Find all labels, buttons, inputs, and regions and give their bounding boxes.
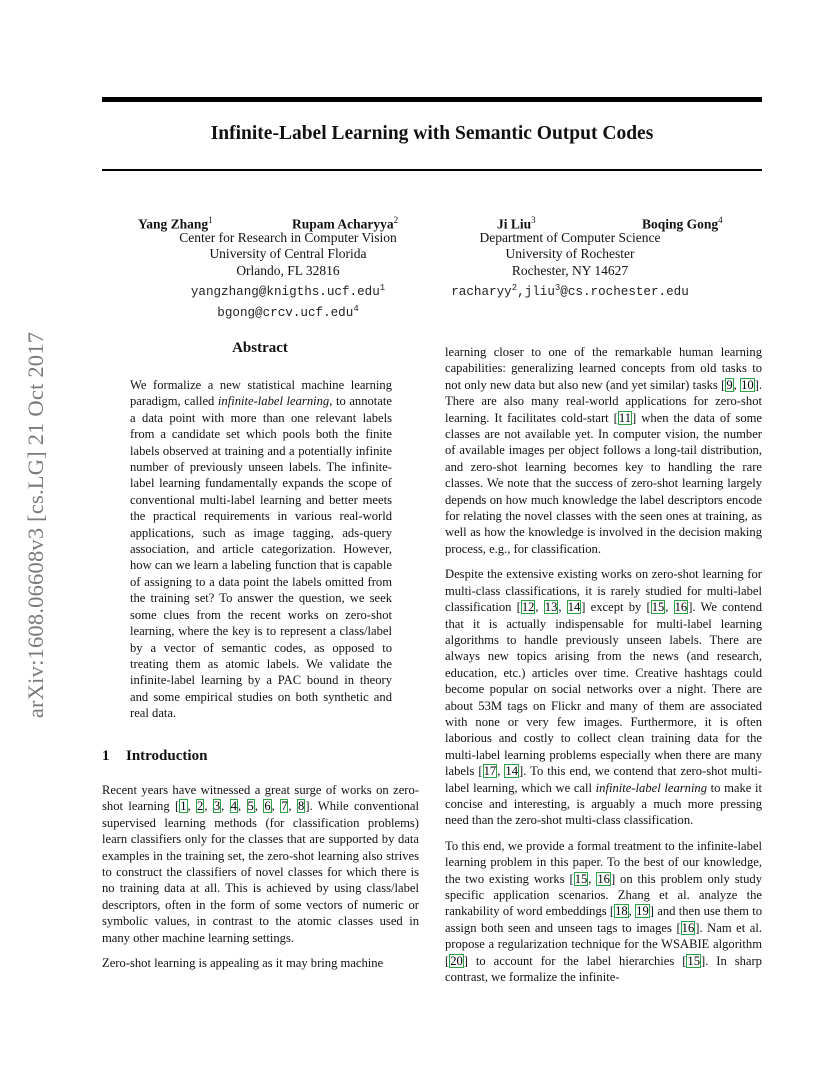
email-rochester: racharyy$^2$,jliu$^3$@cs.rochester.edu [451,283,689,300]
citation-link[interactable]: 20 [450,953,463,968]
author-rupam-acharyya: Rupam Acharyya$^2$ [292,215,399,232]
citation-link[interactable]: 19 [636,904,649,919]
intro-paragraph-1: Recent years have witnessed a great surge of works on zero-shot learning [1, 2, 3, 4, 5, 6, 7, 8]. While conventional supervised learning methods (for classification problems) learn classifiers only for the classes that are supported by data examples in the training set, the zero-shot learning also strives to construct the classifiers of novel classes for which there is no training data at all. This is achieved by using class/label descriptors, often in the form of some vectors of numeric or symbolic values, in contrast to the atomic classes used in many other machine learning settings. [102,783,420,945]
author-ji-liu: Ji Liu$^3$ [497,215,536,232]
title-bottom-rule [102,169,762,171]
affiliation-rochester: Department of Computer Science University of Rochester Rochester, NY 14627 racharyy$^2$,jliu$^3$@cs.rochester.edu [430,230,710,301]
citation-link[interactable]: 14 [567,600,581,615]
right-column [445,344,762,994]
citation-link[interactable]: 17 [483,764,497,779]
citation-link[interactable]: 1 [180,799,187,814]
citation-link[interactable]: 4 [230,799,237,814]
email-bgong: bgong@crcv.ucf.edu$^4$ [217,303,359,320]
citation-link[interactable]: 16 [674,600,688,615]
arxiv-stamp: arXiv:1608.06608v3 [cs.LG] 21 Oct 2017 [23,331,48,719]
author-boqing-gong: Boqing Gong$^4$ [642,215,723,232]
citation-link[interactable]: 16 [681,920,695,935]
citation-link[interactable]: 15 [687,953,701,968]
abstract-heading: Abstract [232,340,288,356]
citation-link[interactable]: 13 [544,600,558,615]
citation-link[interactable]: 6 [264,799,271,814]
abstract-body: We formalize a new statistical machine learning paradigm, called infinite-label learning, to annotate a data point with more than one relevant labels from a candidate set which pools both the finite labels observed at training and a potentially infinite number of previously unseen labels. The infinite-label learning fundamentally expands the scope of conventional multi-label learning and better meets the practical requirements in various real-world applications, such as image tagging, ads-query association, and article categorization. However, how can we learn a labeling function that is capable of assigning to a data point the labels omitted from the training set? To answer the question, we seek some clues from the recent works on zero-shot learning, where the key is to represent a class/label by a vector of semantic codes, as opposed to treating them as atomic labels. We validate the infinite-label learning by a PAC bound in theory and some empirical studies on both synthetic and real data. [130,378,392,721]
section-heading-introduction: 1 Introduction [102,748,208,764]
citation-link[interactable]: 9 [726,377,733,392]
citation-link[interactable]: 7 [281,799,288,814]
citation-link[interactable]: 10 [741,377,754,392]
citation-link[interactable]: 3 [213,799,221,814]
citation-link[interactable]: 15 [574,871,588,886]
right-paragraph-3: To this end, we provide a formal treatment to the infinite-label learning problem in this paper. To the best of our knowledge, the two existing works [15, 16] on this problem only study specific application scenarios. Zhang et al. analyze the rankability of word embeddings [18, 19] and then use them to assign both seen and unseen tags to images [16]. Nam et al. propose a regularization technique for the WSABIE algorithm [20] to account for the label hierarchies [15]. In sharp contrast, we formalize the infinite- [445,838,763,985]
citation-link[interactable]: 16 [597,871,610,886]
right-paragraph-2: Despite the extensive existing works on zero-shot learning for multi-class classifications, it is rarely studied for multi-label classification [12, 13, 14] except by [15, 16]. We contend that it is actually indispensable for multi-label learning algorithms to handle previously unseen labels. There are always new topics arising from the news (and research, education, etc.) articles over time. Creative hashtags could become popular on social networks over a night. There are about 53M tags on Flickr and many of them are associated with none or very few images. Furthermore, it is often laborious and costly to collect clean training data for the multi-label learning problems especially when there are many labels [17, 14]. To this end, we contend that zero-shot multi-label learning, which we call infinite-label learning to make it concise and interesting, is arguably a much more pressing need than the zero-shot multi-class classification. [445,567,763,828]
citation-link[interactable]: 5 [247,799,254,814]
paper-title: Infinite-Label Learning with Semantic Output Codes [210,123,654,144]
citation-link[interactable]: 14 [505,764,518,779]
citation-link[interactable]: 15 [651,600,665,615]
left-column [102,782,419,980]
top-rule [102,97,762,102]
citation-link[interactable]: 8 [298,799,305,814]
citation-link[interactable]: 2 [197,799,204,814]
affiliation-ucf: Center for Research in Computer Vision University of Central Florida Orlando, FL 32816 yangzhang@knigths.ucf.edu$^1$ bgong@crcv.ucf.edu$^4$ [148,230,428,321]
intro-paragraph-2: Zero-shot learning is appealing as it may bring machine [102,956,384,971]
email-yang: yangzhang@knigths.ucf.edu$^1$ [190,283,386,300]
citation-link[interactable]: 18 [615,904,628,919]
citation-link[interactable]: 11 [618,410,632,425]
right-paragraph-1: learning closer to one of the remarkable human learning capabilities: generalizing learned concepts from old tasks to not only new data but also new (and yet similar) tasks [9, 10]. There are also many real-world applications for zero-shot learning. It facilitates cold-start [11] when the data of some classes are not available yet. In computer vision, the number of available images per object follows a long-tail distribution, and zero-shot learning becomes key to handling the rare classes. We note that the success of zero-shot learning largely depends on how much knowledge the label descriptors encode for relating the novel classes with the seen ones at training, as well as how the knowledge is involved in the decision making process, e.g., for classification. [445,345,763,556]
citation-link[interactable]: 12 [521,600,535,615]
author-yang-zhang: Yang Zhang$^1$ [138,215,213,232]
